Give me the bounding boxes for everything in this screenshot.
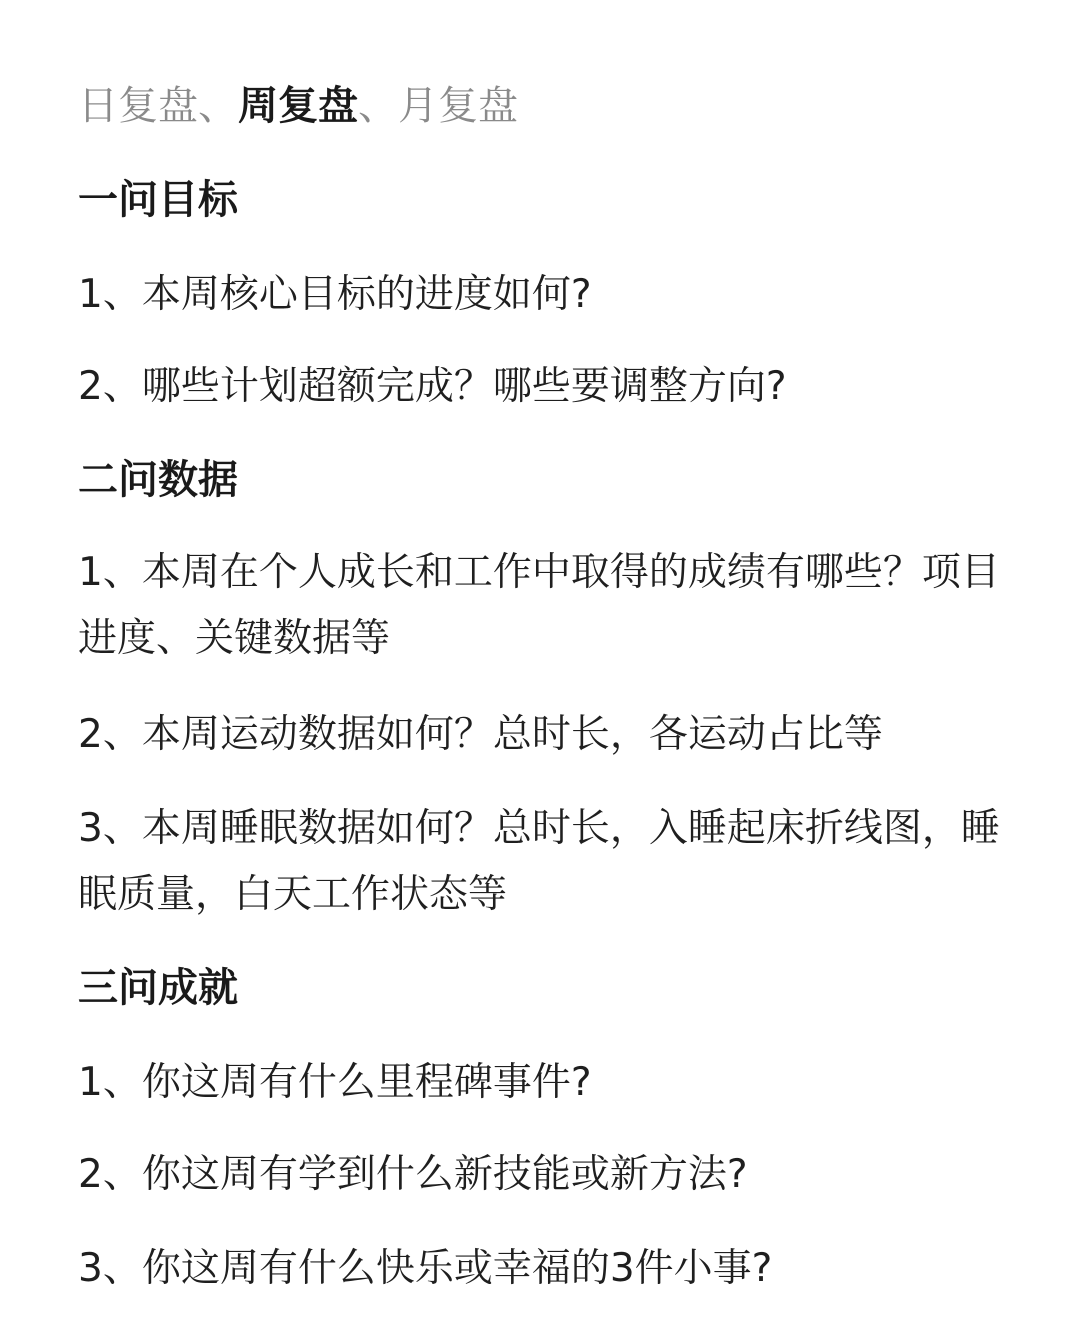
section-title-achievements: 三问成就 bbox=[78, 965, 238, 1011]
list-item: 3、你这周有什么快乐或幸福的3件小事? bbox=[78, 1246, 773, 1291]
list-item: 1、本周核心目标的进度如何? bbox=[78, 272, 592, 317]
tab-monthly-review[interactable]: 月复盘 bbox=[398, 83, 518, 129]
review-type-tabs bbox=[78, 80, 518, 132]
list-item: 2、你这周有学到什么新技能或新方法? bbox=[78, 1152, 748, 1197]
list-item: 1、你这周有什么里程碑事件? bbox=[78, 1060, 592, 1105]
tab-daily-review[interactable]: 日复盘 bbox=[78, 83, 198, 129]
tab-weekly-review[interactable]: 周复盘 bbox=[238, 83, 358, 129]
tab-separator: 、 bbox=[358, 83, 398, 129]
list-item: 3、本周睡眠数据如何？总时长，入睡起床折线图，睡眠质量，白天工作状态等 bbox=[78, 806, 1000, 917]
section-title-goals: 一问目标 bbox=[78, 177, 238, 223]
tab-separator: 、 bbox=[198, 83, 238, 129]
section-title-data: 二问数据 bbox=[78, 457, 238, 503]
list-item: 2、本周运动数据如何？总时长，各运动占比等 bbox=[78, 712, 883, 757]
list-item: 1、本周在个人成长和工作中取得的成绩有哪些？项目进度、关键数据等 bbox=[78, 550, 1000, 661]
list-item: 2、哪些计划超额完成？哪些要调整方向? bbox=[78, 364, 787, 409]
